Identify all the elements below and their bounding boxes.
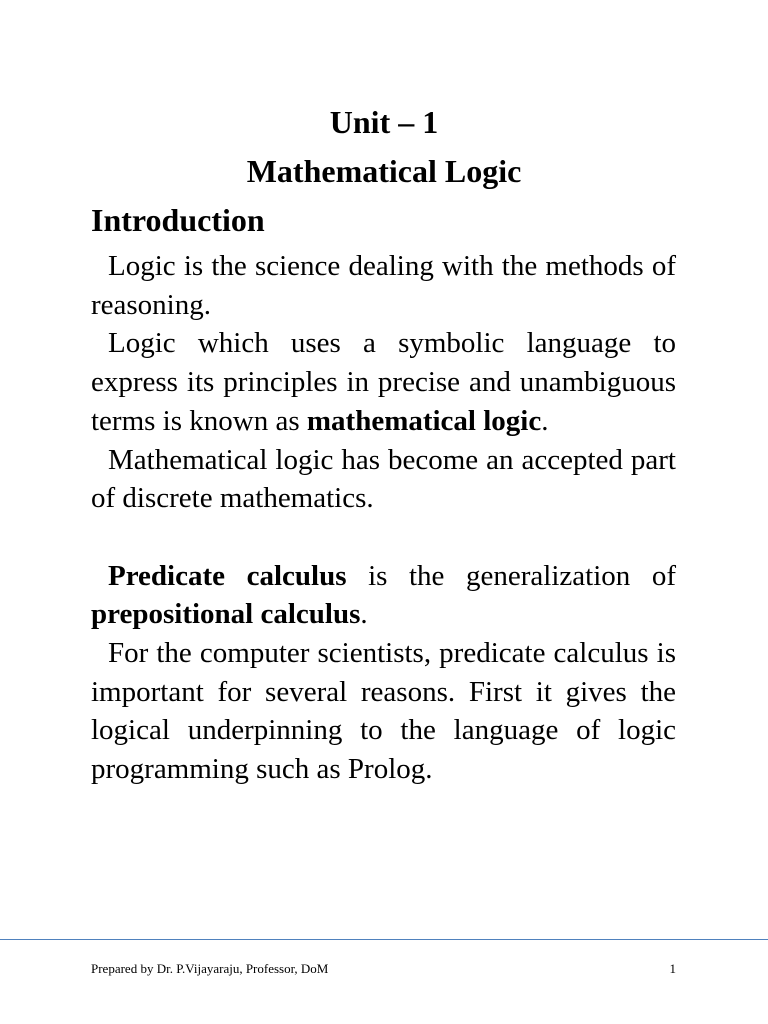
paragraph-4-text: is the generalization of bbox=[346, 559, 676, 592]
paragraph-5-text: For the computer scientists, predicate calculus is important for several reasons. First it gives the logical underpinning to the language of logic programming such as Prolog. bbox=[91, 637, 676, 786]
paragraph-3 bbox=[91, 441, 676, 518]
unit-title: Unit – 1 bbox=[329, 104, 439, 140]
paragraph-2 bbox=[91, 324, 676, 440]
term-prepositional-calculus: prepositional calculus bbox=[91, 598, 361, 631]
paragraph-1 bbox=[91, 247, 676, 324]
term-mathematical-logic: mathematical logic bbox=[306, 404, 542, 437]
paragraph-2-end: . bbox=[541, 404, 549, 437]
footer-credit: Prepared by Dr. P.Vijayaraju, Professor, DoM bbox=[91, 961, 329, 976]
paragraph-2-text: Logic which uses a symbolic language to express its principles in precise and unambiguous terms is known as bbox=[91, 327, 676, 437]
paragraph-4-end: . bbox=[360, 598, 368, 631]
page-number: 1 bbox=[669, 961, 676, 976]
paragraph-1-text: Logic is the science dealing with the methods of reasoning. bbox=[91, 250, 676, 321]
paragraph-5 bbox=[91, 634, 676, 789]
term-predicate-calculus: Predicate calculus bbox=[108, 559, 347, 592]
paragraph-spacer bbox=[91, 518, 676, 557]
paragraph-3-text: Mathematical logic has become an accepted part of discrete mathematics. bbox=[91, 443, 676, 515]
section-heading: Introduction bbox=[91, 202, 265, 238]
paragraph-4 bbox=[91, 557, 676, 634]
body-text bbox=[91, 247, 676, 789]
page-title: Mathematical Logic bbox=[246, 153, 522, 189]
footer-divider bbox=[0, 939, 768, 940]
